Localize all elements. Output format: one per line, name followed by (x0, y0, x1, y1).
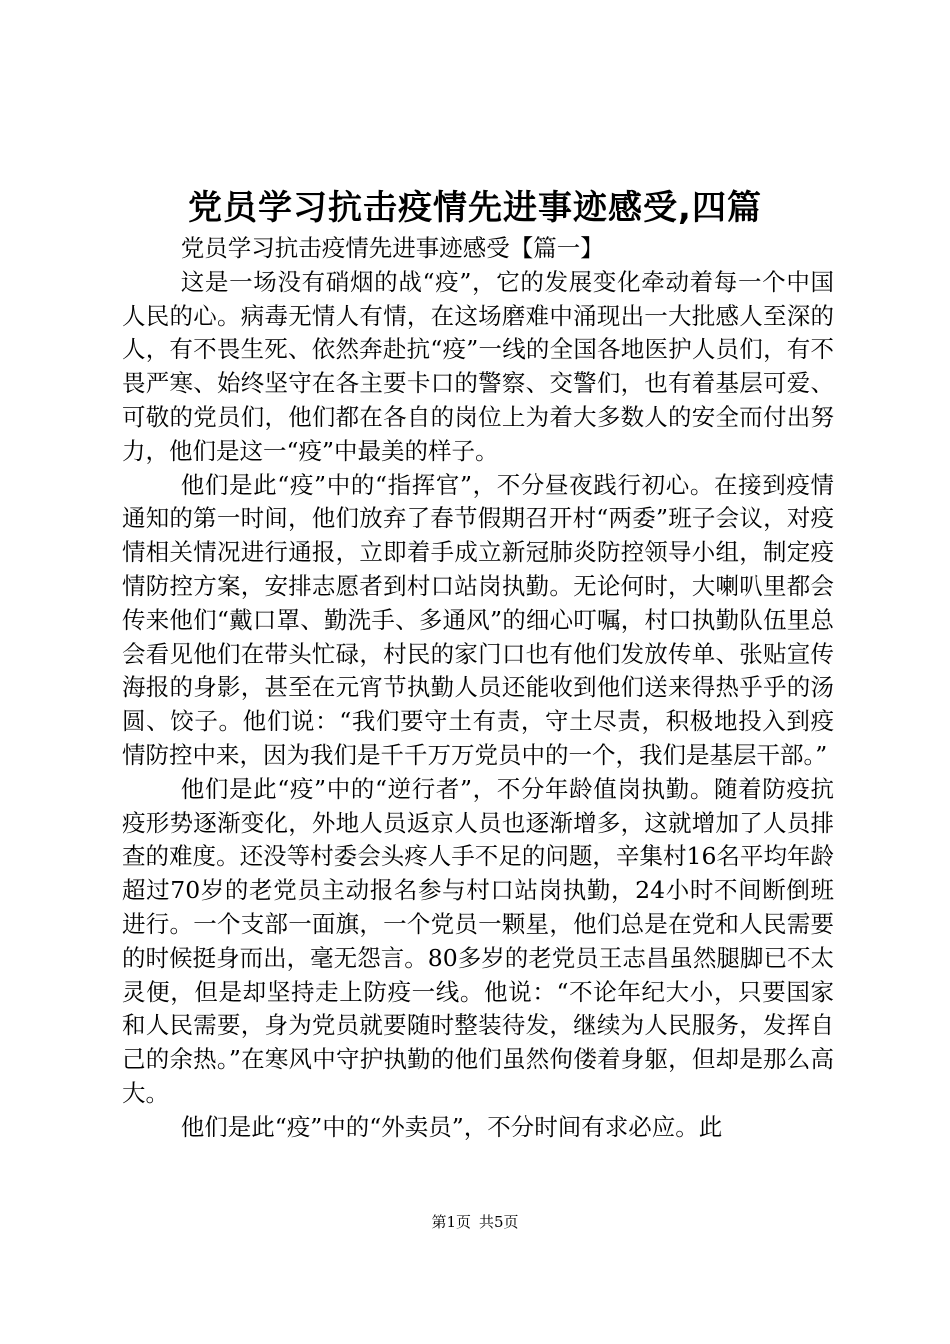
document-title: 党员学习抗击疫情先进事迹感受,四篇 (188, 188, 762, 228)
paragraph: 他们是此“疫”中的“指挥官”，不分昼夜践行初心。在接到疫情通知的第一时间，他们放弃了春节假期召开村“两委”班子会议，对疫情相关情况进行通报，立即着手成立新冠肺炎防控领导小组，制定疫情防控方案，安排志愿者到村口站岗执勤。无论何时，大喇叭里都会传来他们“戴口罩、勤洗手、多通风”的细心叮嘱，村口执勤队伍里总会看见他们在带头忙碌，村民的家门口也有他们发放传单、张贴宣传海报的身影，甚至在元宵节执勤人员还能收到他们送来得热乎乎的汤圆、饺子。他们说：“我们要守土有责，守土尽责，积极地投入到疫情防控中来，因为我们是千千万万党员中的一个，我们是基层干部。” (122, 470, 834, 769)
section-heading: 党员学习抗击疫情先进事迹感受【篇一】 (180, 234, 604, 262)
paragraph: 这是一场没有硝烟的战“疫”，它的发展变化牵动着每一个中国人民的心。病毒无情人有情，在这场磨难中涌现出一大批感人至深的人，有不畏生死、依然奔赴抗“疫”一线的全国各地医护人员们，有不畏严寒、始终坚守在各主要卡口的警察、交警们，也有着基层可爱、可敬的党员们，他们都在各自的岗位上为着大多数人的安全而付出努力，他们是这一“疫”中最美的样子。 (122, 267, 834, 465)
page-number: 第1页 (431, 1213, 471, 1231)
paragraph: 他们是此“疫”中的“逆行者”，不分年龄值岗执勤。随着防疫抗疫形势逐渐变化，外地人员返京人员也逐渐增多，这就增加了人员排查的难度。还没等村委会头疼人手不足的问题，辛集村16名平均年龄超过70岁的老党员主动报名参与村口站岗执勤，24小时不间断倒班进行。一个支部一面旗，一个党员一颗星，他们总是在党和人民需要的时候挺身而出，毫无怨言。80多岁的老党员王志昌虽然腿脚已不太灵便，但是却坚持走上防疫一线。他说：“不论年纪大小，只要国家和人民需要，身为党员就要随时整装待发，继续为人民服务，发挥自己的余热。”在寒风中守护执勤的他们虽然佝偻着身躯，但却是那么高大。 (122, 774, 834, 1107)
page-footer (0, 1212, 950, 1232)
page-total: 共5页 (479, 1213, 519, 1231)
paragraph: 他们是此“疫”中的“外卖员”，不分时间有求必应。此 (180, 1112, 723, 1141)
document-body (122, 232, 834, 1145)
